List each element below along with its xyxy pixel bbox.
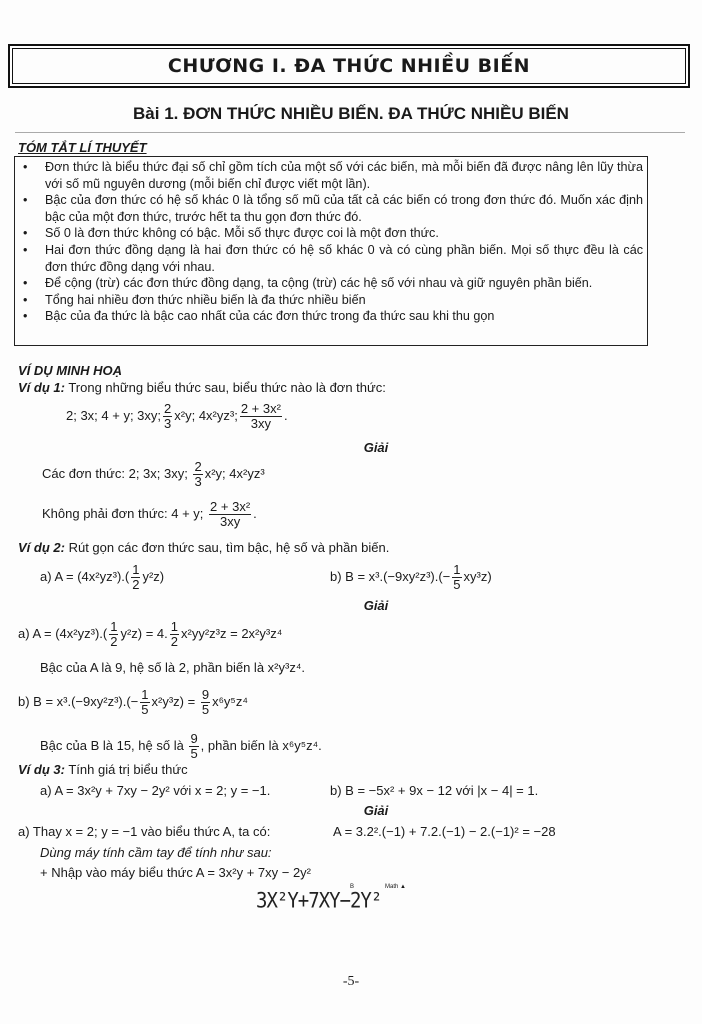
example-3a-question: a) A = 3x²y + 7xy − 2y² với x = 2; y = −1. xyxy=(40,783,271,798)
math-text: 2; 3x; 4 + y; 3xy; xyxy=(66,407,162,423)
summary-item: • Hai đơn thức đồng dạng là hai đơn thức có hệ số khác 0 và có cùng phần biến. Mọi số thực đều là các đơn thức đồng dạng với nhau. xyxy=(45,242,643,275)
example-1-expressions: 2; 3x; 4 + y; 3xy; $\frac{2}{3}$ x²y; 4x²yz³; $\frac{\text{2 + 3x²}}{3xy}$ . xyxy=(66,401,288,431)
example-2a-conclusion: Bậc của A là 9, hệ số là 2, phần biến là x²y³z⁴. xyxy=(40,660,306,675)
math-text: x²y; 4x²yz³ xyxy=(204,465,265,481)
solution-label: Giải xyxy=(363,440,389,455)
calculator-input: + Nhập vào máy biểu thức A = 3x²y + 7xy − 2y² xyxy=(40,865,312,880)
example-3a-solution: a) Thay x = 2; y = −1 vào biểu thức A, ta có: xyxy=(18,824,271,839)
example-3b-question: b) B = −5x² + 9x − 12 với |x − 4| = 1. xyxy=(330,783,539,798)
example-2-prompt xyxy=(18,540,389,555)
example-2a-solution: a) A = (4x²yz³).( $\frac{1}{2}$ y²z) = 4. $\frac{1}{2}$ x²yy²z³z = 2x²y³z⁴ xyxy=(18,619,283,649)
example-label: Ví dụ 2: xyxy=(18,540,65,555)
page-number: -5- xyxy=(342,974,360,989)
fraction: $\frac{2}{3}$ xyxy=(164,401,172,431)
summary-item: • Bậc của đơn thức có hệ số khác 0 là tổng số mũ của tất cả các biến có trong đơn thức đó. Muốn xác định bậc của một đơn thức, trước hết ta thu gọn đơn thức đó. xyxy=(45,192,643,225)
calculator-indicator: B xyxy=(350,884,355,890)
solution-label: Giải xyxy=(363,598,389,613)
math-text: Các đơn thức: 2; 3x; 3xy; xyxy=(42,465,188,481)
math-text: x²y; 4x²yz³; xyxy=(174,407,238,423)
example-1-prompt xyxy=(18,380,386,395)
calculator-note: Dùng máy tính cầm tay để tính như sau: xyxy=(40,845,272,860)
calculator-display: 3X²Y+7XY−2Y² xyxy=(256,888,382,914)
example-2b-solution: b) B = x³.(−9xy²z³).(− $\frac{1}{5}$ x²y³z) = $\frac{9}{5}$ x⁶y⁵z⁴ xyxy=(18,687,248,717)
solution-label: Giải xyxy=(363,803,389,818)
calculator-mode-indicator: Math ▲ xyxy=(385,884,406,890)
example-3a-result: A = 3.2².(−1) + 7.2.(−1) − 2.(−1)² = −28 xyxy=(333,824,556,839)
example-text: Trong những biểu thức sau, biểu thức nào là đơn thức: xyxy=(68,380,386,395)
example-2b-conclusion: Bậc của B là 15, hệ số là $\frac{9}{5}$ , phần biến là x⁶y⁵z⁴. xyxy=(40,731,322,761)
summary-item: • Tổng hai nhiều đơn thức nhiều biến là đa thức nhiều biến xyxy=(45,292,643,309)
chapter-title: CHƯƠNG I. ĐA THỨC NHIỀU BIẾN xyxy=(8,44,690,88)
lesson-title: Bài 1. ĐƠN THỨC NHIỀU BIẾN. ĐA THỨC NHIỀU BIẾN xyxy=(133,104,569,123)
summary-heading: TÓM TẮT LÍ THUYẾT xyxy=(18,140,147,155)
fraction: $\frac{2}{3}$ xyxy=(194,459,202,489)
summary-item: • Đơn thức là biểu thức đại số chỉ gồm tích của một số với các biến, mà mỗi biến đã được nâng lên lũy thừa với số mũ nguyên dương (mỗi biến chỉ được viết một lần). xyxy=(45,159,643,192)
fraction: $\frac{\text{2 + 3x²}}{3xy}$ xyxy=(240,401,281,431)
summary-item: • Số 0 là đơn thức không có bậc. Mỗi số thực được coi là một đơn thức. xyxy=(45,225,643,242)
example-3-prompt: Ví dụ 3: Tính giá trị biểu thức xyxy=(18,762,188,777)
example-1-solution-2: Không phải đơn thức: 4 + y; $\frac{\text{2 + 3x²}}{3xy}$ . xyxy=(42,499,257,529)
example-text: Rút gọn các đơn thức sau, tìm bậc, hệ số và phần biến. xyxy=(68,540,390,555)
example-2b-question: b) B = x³.(−9xy²z³).(− $\frac{1}{5}$ xy³z) xyxy=(330,562,492,592)
summary-item: • Bậc của đa thức là bậc cao nhất của các đơn thức trong đa thức sau khi thu gọn xyxy=(45,308,643,325)
fraction: $\frac{\text{2 + 3x²}}{3xy}$ xyxy=(210,499,251,529)
example-2a-question: a) A = (4x²yz³).( $\frac{1}{2}$ y²z) xyxy=(40,562,165,592)
examples-heading: VÍ DỤ MINH HOẠ xyxy=(18,363,122,378)
example-label: Ví dụ 1: xyxy=(18,380,65,395)
math-text: Không phải đơn thức: 4 + y; xyxy=(42,505,204,521)
example-1-solution-1 xyxy=(42,460,265,489)
divider xyxy=(15,132,685,133)
summary-item: • Để cộng (trừ) các đơn thức đồng dạng, ta cộng (trừ) các hệ số với nhau và giữ nguyên phần biến. xyxy=(45,275,643,292)
summary-box xyxy=(14,156,648,346)
